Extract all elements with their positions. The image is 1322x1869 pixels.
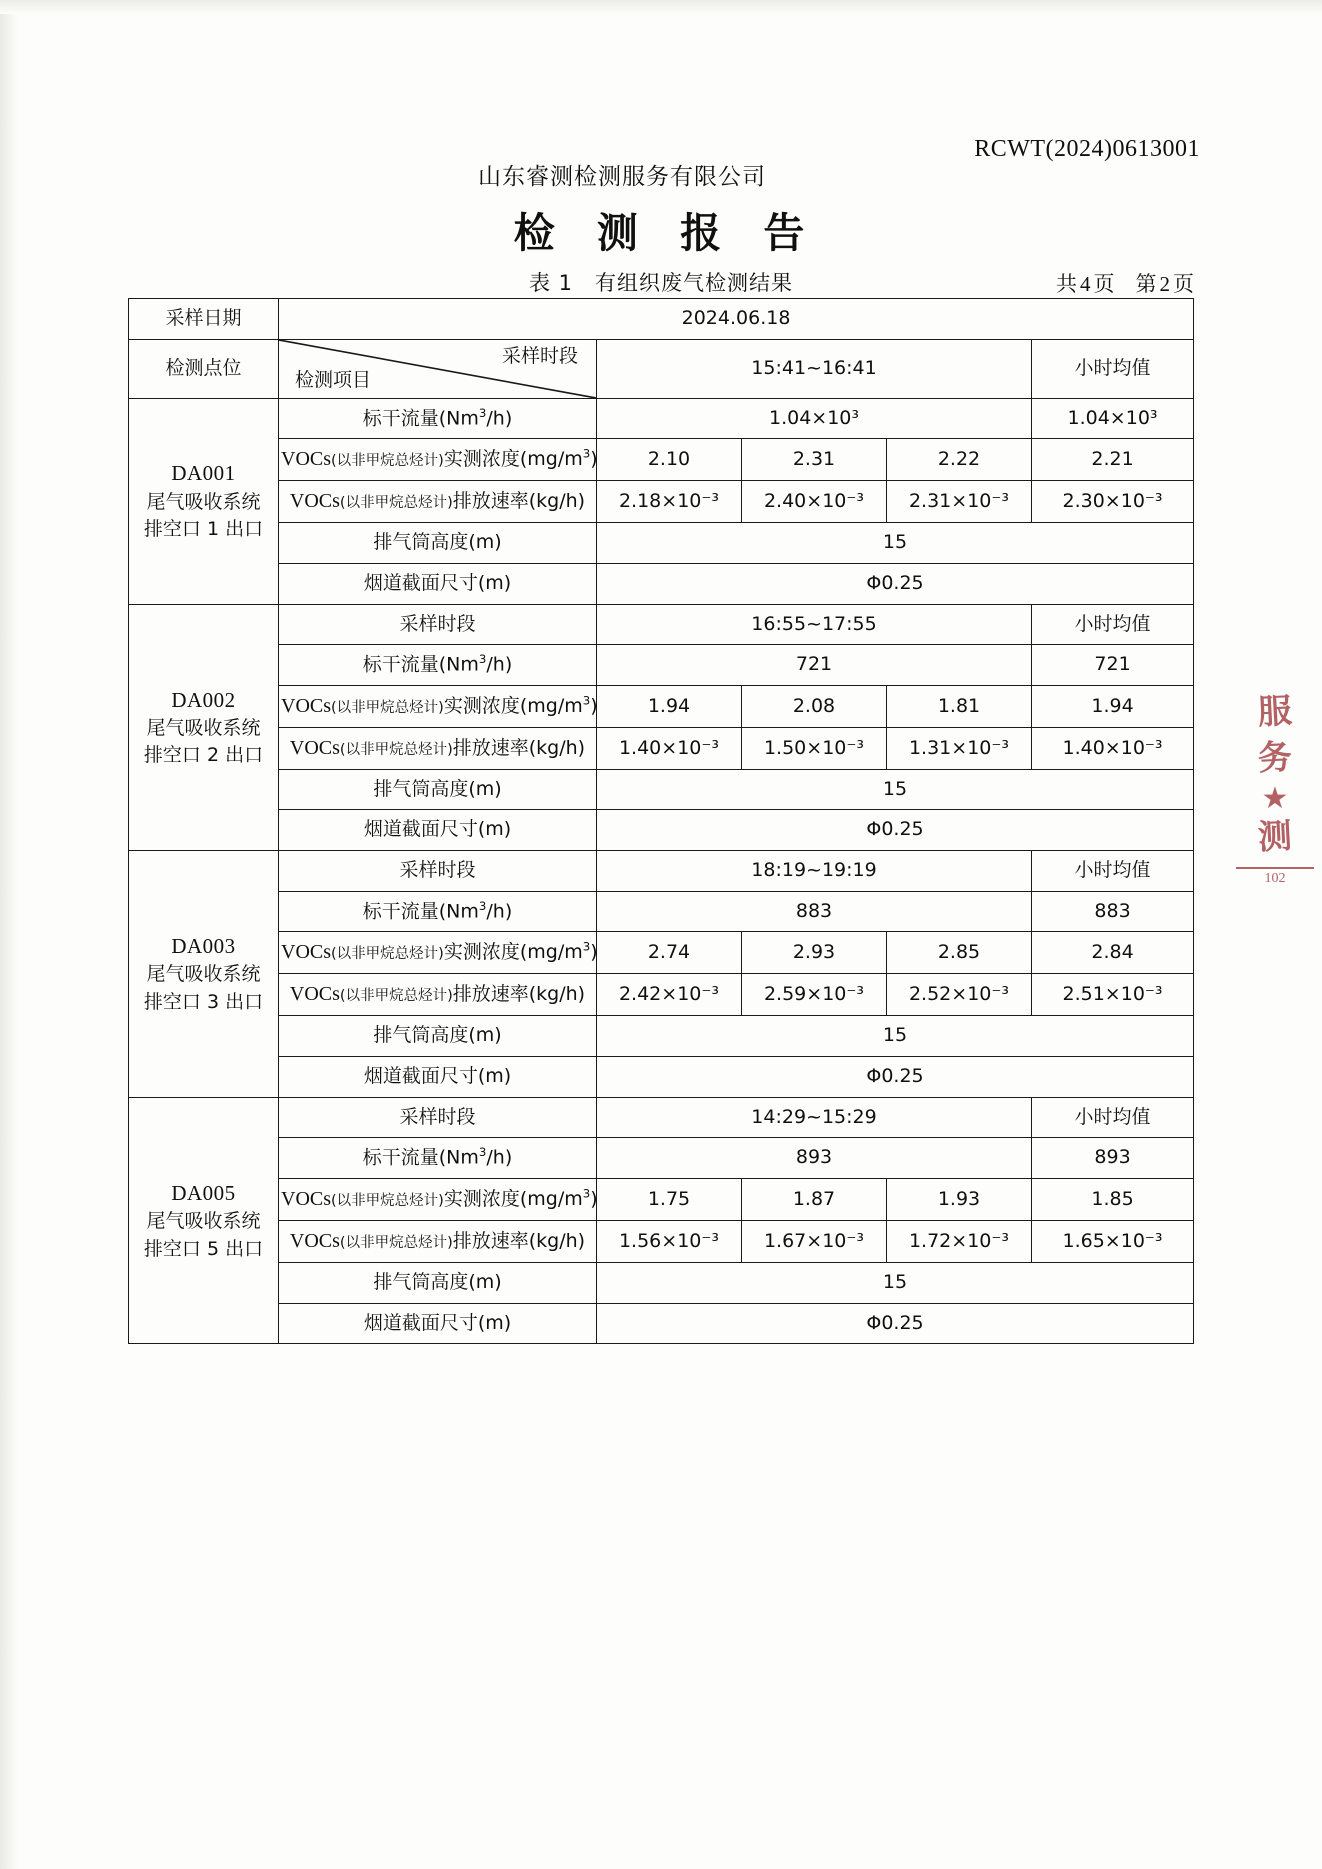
stack-height-value: 15 [597, 1016, 1194, 1057]
stamp-char-3: 测 [1256, 815, 1293, 858]
conc-value-1: 2.10 [597, 439, 742, 481]
hourly-avg-label-1: 小时均值 [1032, 604, 1194, 645]
table-row [129, 932, 1194, 974]
table-row [129, 1303, 1194, 1344]
row-label-period: 采样时段 [279, 1097, 597, 1138]
point-name-line2: 排空口 3 出口 [143, 991, 264, 1013]
current-page-number: 2 [1159, 272, 1170, 296]
rate-value-2: 2.59×10⁻³ [742, 974, 887, 1016]
point-cell-da001 [129, 398, 279, 604]
rate-value-2: 2.40×10⁻³ [742, 481, 887, 523]
flow-value: 893 [597, 1138, 1032, 1179]
total-pages-unit: 页 [1093, 272, 1115, 296]
row-label-duct-size: 烟道截面尺寸(m) [279, 563, 597, 604]
point-label: 检测点位 [129, 339, 279, 398]
rate-avg: 1.65×10⁻³ [1032, 1220, 1194, 1262]
row-label-flow: 标干流量(Nm$^3$/h) [279, 1138, 597, 1179]
table-row [129, 727, 1194, 769]
item-label: 检测项目 [295, 369, 372, 391]
table-row [129, 398, 1194, 439]
table-row [129, 523, 1194, 564]
row-label-stack-height: 排气筒高度(m) [279, 523, 597, 564]
rate-value-2: 1.50×10⁻³ [742, 727, 887, 769]
star-icon: ★ [1261, 781, 1289, 815]
flow-avg: 883 [1032, 891, 1194, 932]
point-cell-da002 [129, 604, 279, 851]
table-row [129, 1016, 1194, 1057]
conc-avg: 1.94 [1032, 685, 1194, 727]
conc-value-3: 2.22 [887, 439, 1032, 481]
point-cell-da003 [129, 851, 279, 1098]
table-row [129, 645, 1194, 686]
conc-avg: 2.84 [1032, 932, 1194, 974]
section-0-period: 15:41~16:41 [597, 339, 1032, 398]
rate-value-3: 2.31×10⁻³ [887, 481, 1032, 523]
conc-value-3: 2.85 [887, 932, 1032, 974]
table-row [129, 563, 1194, 604]
rate-avg: 2.30×10⁻³ [1032, 481, 1194, 523]
official-stamp [1236, 690, 1314, 930]
table-caption: 表 1 有组织废气检测结果 [528, 271, 794, 295]
hourly-avg-label-3: 小时均值 [1032, 1097, 1194, 1138]
sampling-date-value: 2024.06.18 [279, 299, 1194, 340]
row-label-flow: 标干流量(Nm$^3$/h) [279, 398, 597, 439]
row-label-stack-height: 排气筒高度(m) [279, 1262, 597, 1303]
document-title: 检 测 报 告 [513, 209, 819, 257]
table-row [129, 769, 1194, 810]
flow-value: 721 [597, 645, 1032, 686]
conc-value-2: 1.87 [742, 1178, 887, 1220]
section-3-period: 14:29~15:29 [597, 1097, 1032, 1138]
rate-value-1: 1.56×10⁻³ [597, 1220, 742, 1262]
total-pages-number: 4 [1080, 272, 1091, 296]
table-row [129, 481, 1194, 523]
table-row [129, 891, 1194, 932]
table-header-row [129, 339, 1194, 398]
row-label-duct-size: 烟道截面尺寸(m) [279, 810, 597, 851]
table-row [129, 1178, 1194, 1220]
company-name: 山东睿测检测服务有限公司 [478, 164, 766, 190]
rate-value-3: 1.31×10⁻³ [887, 727, 1032, 769]
table-row [129, 810, 1194, 851]
flow-value: 1.04×10³ [597, 398, 1032, 439]
stamp-char-2: 务 [1256, 737, 1293, 779]
rate-value-3: 1.72×10⁻³ [887, 1220, 1032, 1262]
hourly-avg-label-2: 小时均值 [1032, 851, 1194, 892]
row-label-rate: VOCs(以非甲烷总烃计)排放速率(kg/h) [279, 727, 597, 769]
scan-edge-top [0, 0, 1322, 14]
stack-height-value: 15 [597, 769, 1194, 810]
point-code: DA002 [171, 687, 236, 712]
point-cell-da005 [129, 1097, 279, 1344]
table-row [129, 1138, 1194, 1179]
rate-avg: 1.40×10⁻³ [1032, 727, 1194, 769]
conc-value-3: 1.93 [887, 1178, 1032, 1220]
point-code: DA005 [171, 1180, 236, 1205]
table-row [129, 1097, 1194, 1138]
point-name-line1: 尾气吸收系统 [146, 1209, 261, 1232]
row-label-period: 采样时段 [279, 604, 597, 645]
point-code: DA001 [171, 461, 236, 486]
table-row [129, 439, 1194, 481]
flow-value: 883 [597, 891, 1032, 932]
row-label-flow: 标干流量(Nm$^3$/h) [279, 645, 597, 686]
results-table [128, 298, 1194, 1344]
current-page-unit: 页 [1173, 272, 1194, 296]
page-indicator [1056, 268, 1194, 298]
row-label-flow: 标干流量(Nm$^3$/h) [279, 891, 597, 932]
duct-size-value: Φ0.25 [597, 563, 1194, 604]
flow-avg: 893 [1032, 1138, 1194, 1179]
rate-value-1: 2.18×10⁻³ [597, 481, 742, 523]
table-row [129, 604, 1194, 645]
row-label-period: 采样时段 [279, 851, 597, 892]
row-label-rate: VOCs(以非甲烷总烃计)排放速率(kg/h) [279, 481, 597, 523]
conc-value-1: 1.94 [597, 685, 742, 727]
flow-avg: 1.04×10³ [1032, 398, 1194, 439]
stamp-char-1: 服 [1256, 691, 1293, 733]
row-label-concentration: VOCs(以非甲烷总烃计)实测浓度$(mg/m^3)$ [279, 685, 597, 727]
rate-value-2: 1.67×10⁻³ [742, 1220, 887, 1262]
sampling-date-label: 采样日期 [129, 299, 279, 340]
conc-value-1: 2.74 [597, 932, 742, 974]
row-label-rate: VOCs(以非甲烷总烃计)排放速率(kg/h) [279, 1220, 597, 1262]
row-label-stack-height: 排气筒高度(m) [279, 1016, 597, 1057]
conc-value-3: 1.81 [887, 685, 1032, 727]
conc-value-2: 2.31 [742, 439, 887, 481]
table-row [129, 851, 1194, 892]
point-name-line1: 尾气吸收系统 [146, 490, 261, 513]
rate-value-1: 2.42×10⁻³ [597, 974, 742, 1016]
table-row [129, 685, 1194, 727]
rate-value-3: 2.52×10⁻³ [887, 974, 1032, 1016]
row-label-duct-size: 烟道截面尺寸(m) [279, 1057, 597, 1098]
table-row [129, 1220, 1194, 1262]
table-row [129, 299, 1194, 340]
current-page-prefix: 第 [1135, 272, 1157, 296]
row-label-duct-size: 烟道截面尺寸(m) [279, 1303, 597, 1344]
section-2-period: 18:19~19:19 [597, 851, 1032, 892]
row-label-stack-height: 排气筒高度(m) [279, 769, 597, 810]
hourly-avg-label-0: 小时均值 [1032, 339, 1194, 398]
rate-avg: 2.51×10⁻³ [1032, 974, 1194, 1016]
section-1-period: 16:55~17:55 [597, 604, 1032, 645]
conc-value-1: 1.75 [597, 1178, 742, 1220]
point-name-line2: 排空口 2 出口 [143, 744, 264, 767]
period-label: 采样时段 [501, 344, 578, 367]
conc-value-2: 2.93 [742, 932, 887, 974]
row-label-rate: VOCs(以非甲烷总烃计)排放速率(kg/h) [279, 974, 597, 1016]
stack-height-value: 15 [597, 1262, 1194, 1303]
stamp-code: 102 [1236, 867, 1314, 887]
point-name-line2: 排空口 1 出口 [143, 518, 264, 541]
row-label-concentration: VOCs(以非甲烷总烃计)实测浓度$(mg/m^3)$ [279, 932, 597, 974]
row-label-concentration: VOCs(以非甲烷总烃计)实测浓度$(mg/m^3)$ [279, 439, 597, 481]
point-name-line1: 尾气吸收系统 [146, 963, 261, 986]
total-pages-prefix: 共 [1056, 272, 1077, 296]
report-code: RCWT(2024)0613001 [974, 136, 1200, 162]
duct-size-value: Φ0.25 [597, 1057, 1194, 1098]
duct-size-value: Φ0.25 [597, 1303, 1194, 1344]
conc-avg: 1.85 [1032, 1178, 1194, 1220]
flow-avg: 721 [1032, 645, 1194, 686]
table-row [129, 1057, 1194, 1098]
row-label-concentration: VOCs(以非甲烷总烃计)实测浓度$(mg/m^3)$ [279, 1178, 597, 1220]
conc-value-2: 2.08 [742, 685, 887, 727]
conc-avg: 2.21 [1032, 439, 1194, 481]
duct-size-value: Φ0.25 [597, 810, 1194, 851]
point-name-line1: 尾气吸收系统 [146, 716, 261, 739]
point-code: DA003 [171, 934, 236, 959]
table-row [129, 974, 1194, 1016]
table-row [129, 1262, 1194, 1303]
point-name-line2: 排空口 5 出口 [143, 1237, 264, 1260]
split-header-cell [279, 339, 597, 398]
rate-value-1: 1.40×10⁻³ [597, 727, 742, 769]
stack-height-value: 15 [597, 523, 1194, 564]
